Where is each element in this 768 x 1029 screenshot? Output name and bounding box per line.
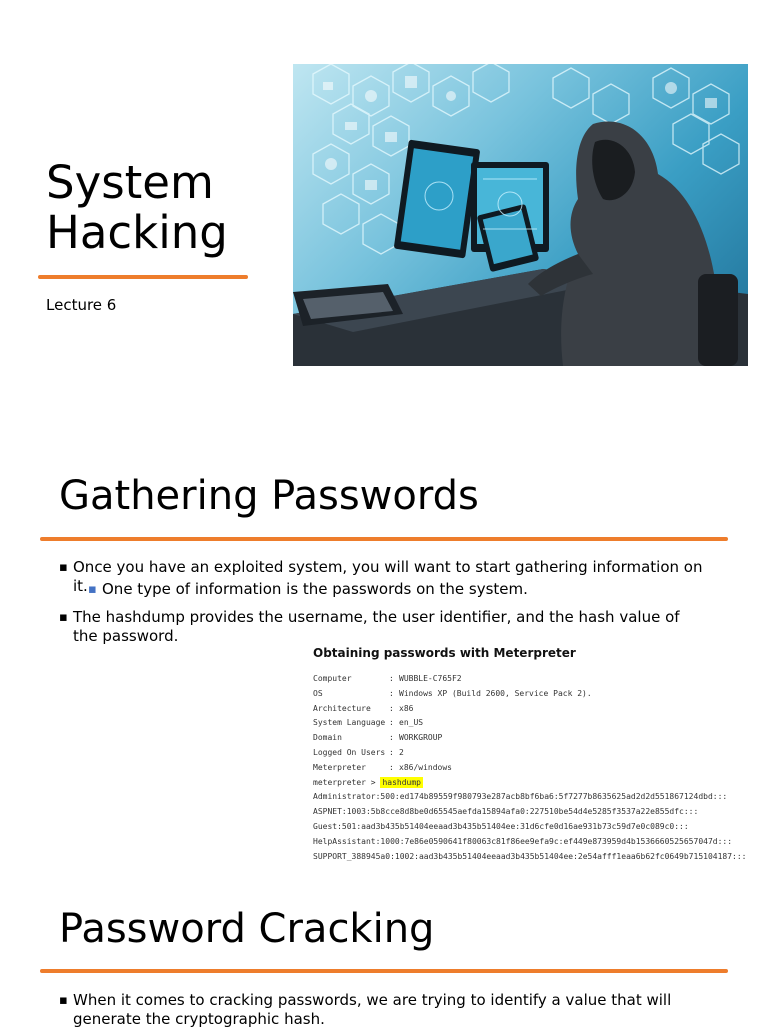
hash-row: ASPNET:1003:5b8cce8d8be0d65545aefda15894afa0:227510be54d4e5285f3537a22e855dfc:::: [313, 807, 699, 817]
slide1-subtitle: Lecture 6: [46, 296, 117, 314]
bullet-marker-icon: ▪: [59, 560, 68, 575]
slide3-bullet-1-text: When it comes to cracking passwords, we are trying to identify a value that will generate the cryptographic hash.: [73, 991, 672, 1028]
slide1-title-line1: System: [46, 156, 214, 209]
sysinfo-row: Meterpreter : x86/windows: [313, 762, 452, 772]
prompt-text: meterpreter >: [313, 777, 381, 787]
sysinfo-row: Domain : WORKGROUP: [313, 733, 443, 743]
sub-bullet-marker-icon: ▪: [88, 582, 97, 597]
meterpreter-figure: [310, 646, 750, 864]
sysinfo-row: Computer : WUBBLE-C765F2: [313, 674, 462, 683]
sysinfo-row: OS : Windows XP (Build 2600, Service Pack 2).: [313, 688, 592, 698]
hacker-illustration-svg: [293, 64, 748, 366]
slide2-accent-rule: [40, 537, 728, 541]
bullet-marker-icon: ▪: [59, 993, 68, 1008]
sysinfo-row: Logged On Users : 2: [313, 747, 404, 757]
slide2-bullet-2-text: The hashdump provides the username, the user identifier, and the hash value of the password.: [73, 608, 680, 645]
command-prompt-row: [313, 776, 750, 791]
figure-heading: Obtaining passwords with Meterpreter: [313, 646, 576, 660]
slide2-bullet-1-text: Once you have an exploited system, you will want to start gathering information on it.: [73, 558, 703, 595]
hash-row: SUPPORT_388945a0:1002:aad3b435b51404eeaad3b435b51404ee:2e54afff1eaa6b62fc0649b715104187:::: [313, 851, 747, 861]
slide1-title: [46, 158, 228, 258]
slide3-bullet-1: [59, 991, 713, 1029]
hash-row: Guest:501:aad3b435b51404eeaad3b435b51404ee:31d6cfe0d16ae931b73c59d7e0c089c0:::: [313, 821, 689, 831]
hashdump-command-highlight: hashdump: [382, 777, 421, 787]
sysinfo-row: System Language : en_US: [313, 718, 424, 728]
slide2-bullet-2: [59, 608, 693, 646]
bullet-marker-icon: ▪: [59, 610, 68, 625]
slide1-accent-rule: [38, 275, 248, 279]
slide3-title: Password Cracking: [59, 906, 435, 952]
slide2-sub-bullet-1: [88, 580, 702, 599]
hash-row: HelpAssistant:1000:7e86e0590641f80063c81f86ee9efa9c:ef449e873959d4b1536660525657047d:::: [313, 836, 733, 846]
hacker-illustration: [293, 64, 748, 366]
slide2-sub-bullet-1-text: One type of information is the passwords on the system.: [102, 580, 528, 598]
slide2-title: Gathering Passwords: [59, 473, 479, 519]
hash-row: Administrator:500:ed174b89559f980793e287acb8bf6ba6:5f7277b8635625ad2d2d551867124dbd:::: [313, 792, 728, 802]
slide1-title-line2: Hacking: [46, 206, 228, 259]
sysinfo-row: Architecture : x86: [313, 703, 414, 713]
slide3-accent-rule: [40, 969, 728, 973]
